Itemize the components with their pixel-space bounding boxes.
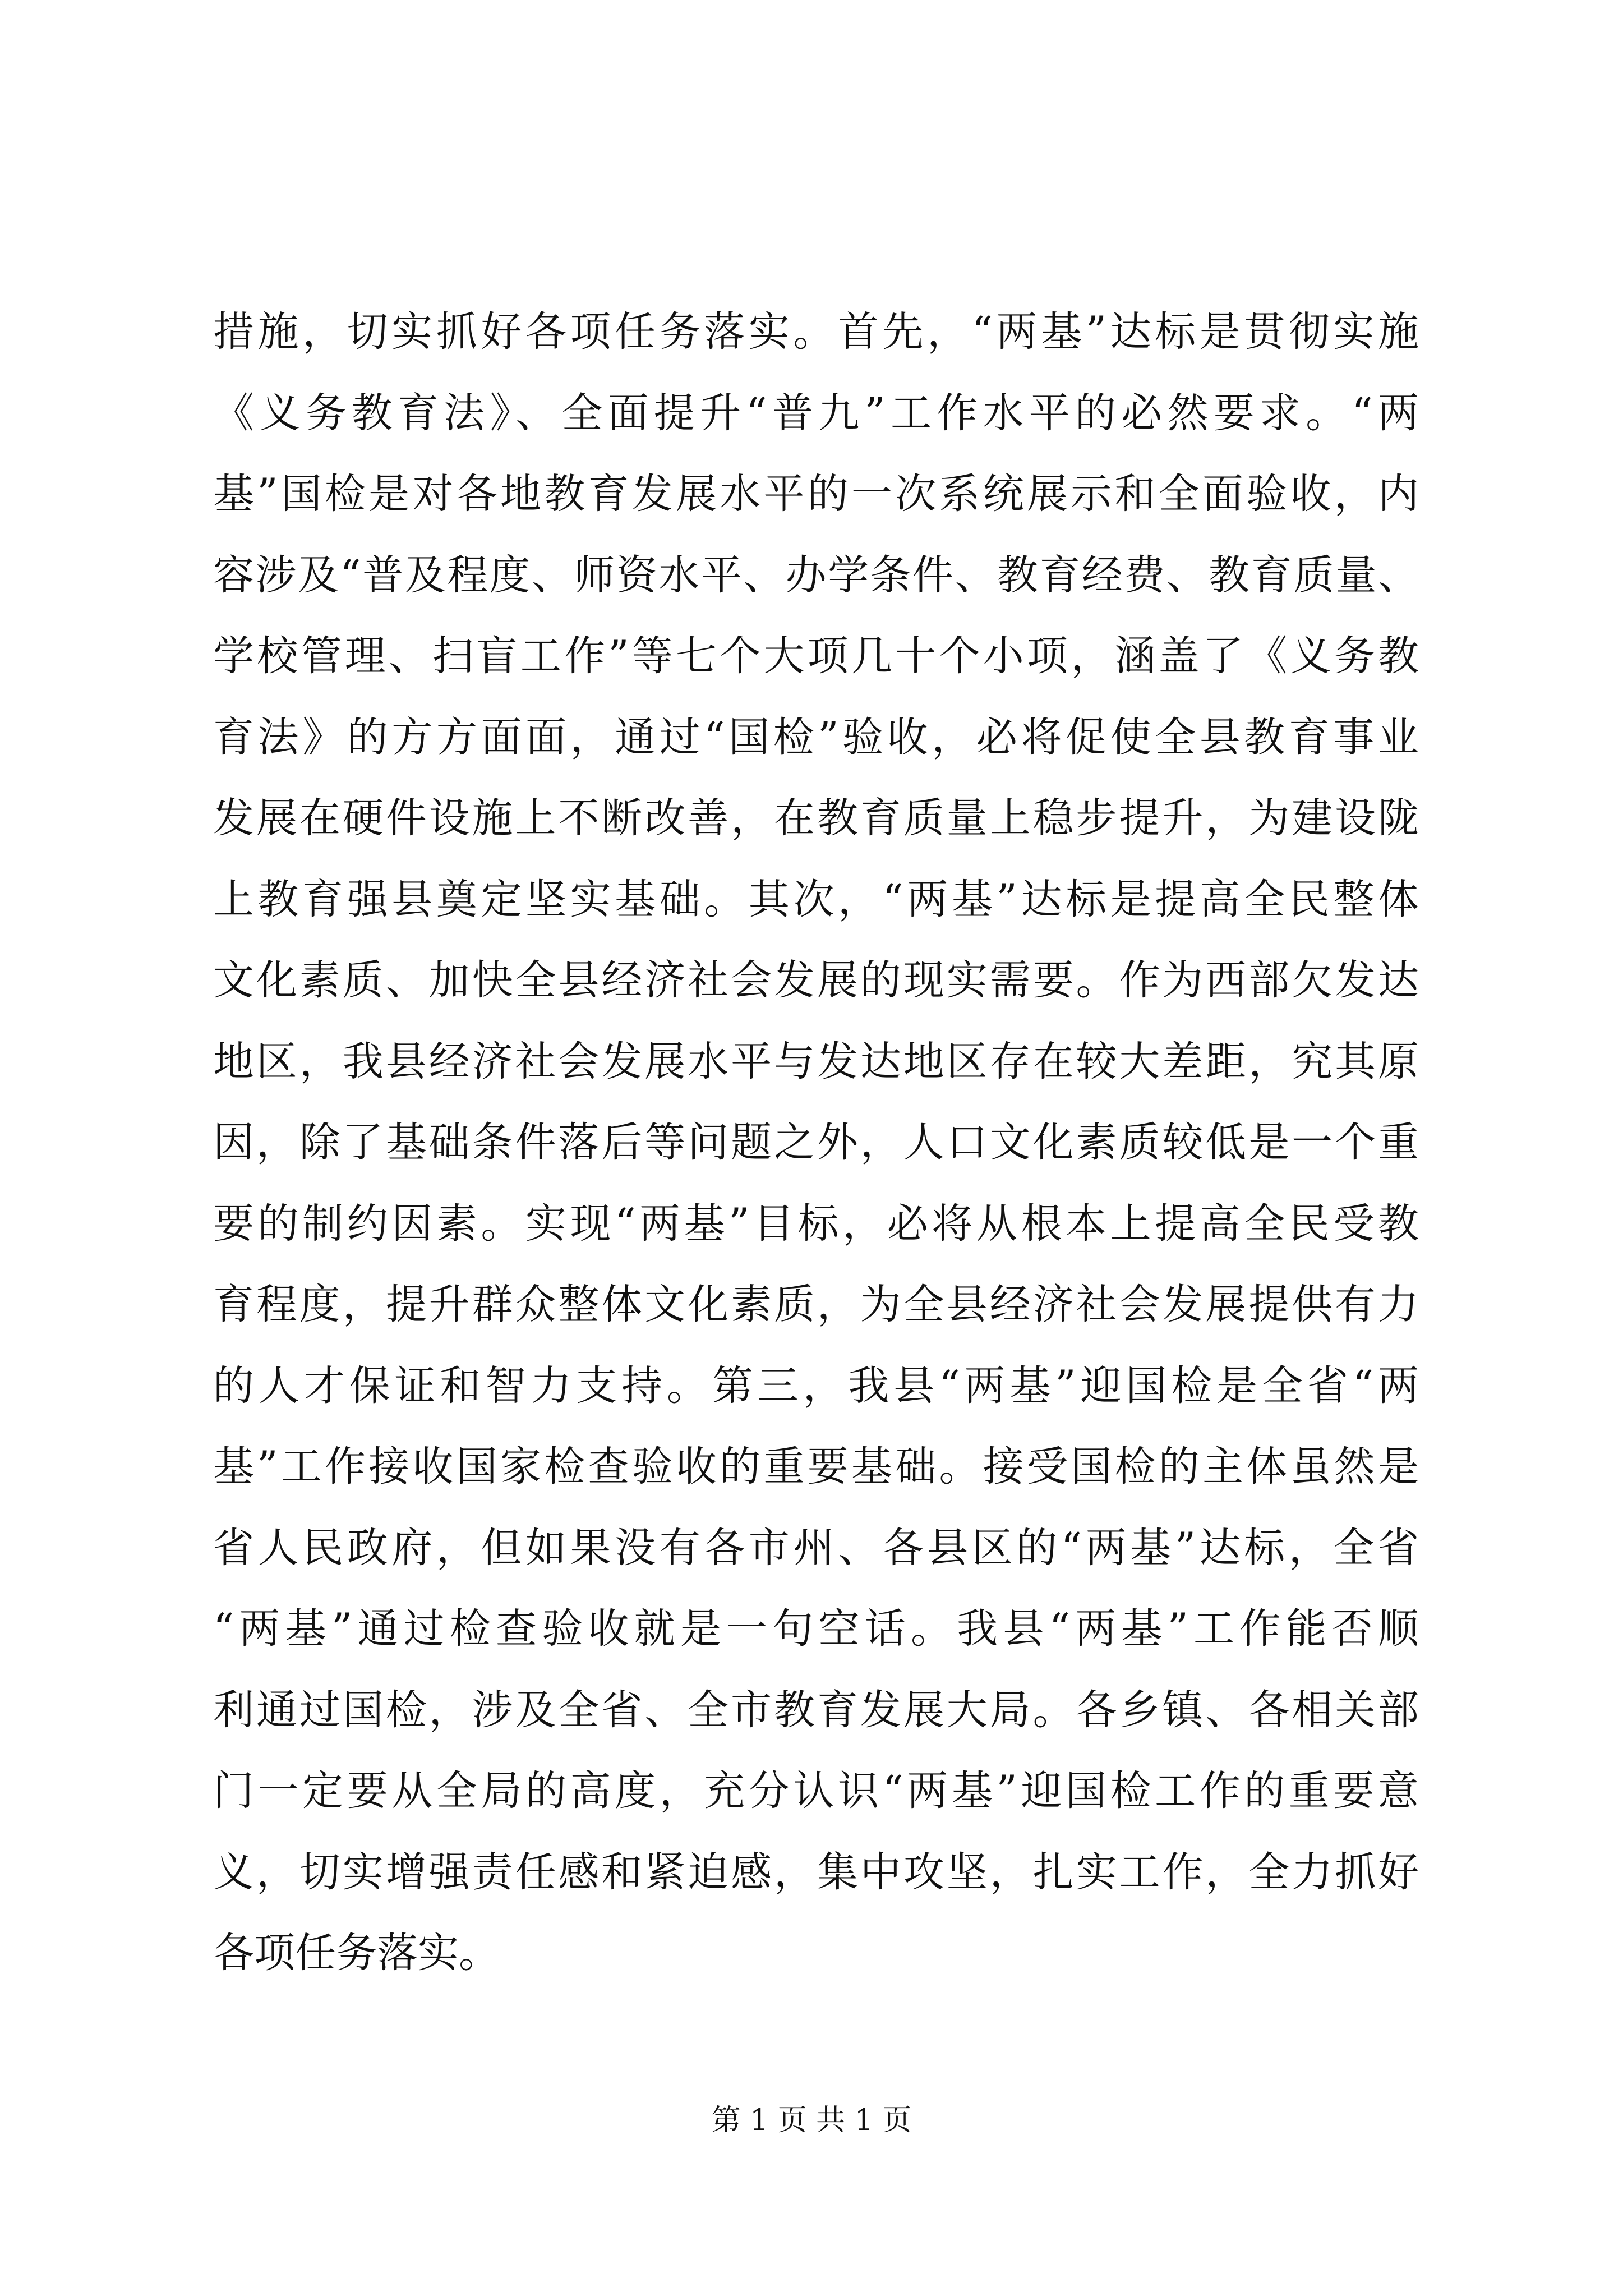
text-line: 文化素质、加快全县经济社会发展的现实需要。作为西部欠发达 <box>213 956 1419 1004</box>
text-line: 义，切实增强责任感和紧迫感，集中攻坚，扎实工作，全力抓好 <box>213 1848 1419 1896</box>
page-number-label: 第 1 页 共 1 页 <box>711 2104 912 2137</box>
text-line: 的人才保证和智力支持。第三，我县“两基”迎国检是全省“两 <box>213 1361 1419 1410</box>
text-line: 利通过国检，涉及全省、全市教育发展大局。各乡镇、各相关部 <box>213 1686 1419 1734</box>
text-line: 学校管理、扫盲工作”等七个大项几十个小项，涵盖了《义务教 <box>213 632 1419 680</box>
text-line: 地区，我县经济社会发展水平与发达地区存在较大差距，究其原 <box>213 1037 1419 1085</box>
text-line: “两基”通过检查验收就是一句空话。我县“两基”工作能否顺 <box>213 1605 1419 1653</box>
text-line: 容涉及“普及程度、师资水平、办学条件、教育经费、教育质量、 <box>213 551 1419 599</box>
text-line: 基”工作接收国家检查验收的重要基础。接受国检的主体虽然是 <box>213 1443 1419 1490</box>
text-line: 省人民政府，但如果没有各市州、各县区的“两基”达标，全省 <box>213 1524 1419 1572</box>
text-line: 各项任务落实。 <box>213 1929 500 1977</box>
text-line: 因，除了基础条件落后等问题之外，人口文化素质较低是一个重 <box>213 1119 1419 1166</box>
text-line: 措施，切实抓好各项任务落实。首先，“两基”达标是贯彻实施 <box>213 308 1419 356</box>
text-line: 门一定要从全局的高度，充分认识“两基”迎国检工作的重要意 <box>213 1767 1419 1815</box>
text-line: 《义务教育法》、全面提升“普九”工作水平的必然要求。“两 <box>213 389 1419 437</box>
text-line: 上教育强县奠定坚实基础。其次，“两基”达标是提高全民整体 <box>213 875 1419 923</box>
page-footer <box>0 2101 1623 2140</box>
text-line: 要的制约因素。实现“两基”目标，必将从根本上提高全民受教 <box>213 1199 1419 1248</box>
text-line: 基”国检是对各地教育发展水平的一次系统展示和全面验收，内 <box>213 470 1419 518</box>
text-line: 育程度，提升群众整体文化素质，为全县经济社会发展提供有力 <box>213 1281 1419 1328</box>
text-line: 育法》的方方面面，通过“国检”验收，必将促使全县教育事业 <box>213 713 1419 761</box>
text-line: 发展在硬件设施上不断改善，在教育质量上稳步提升，为建设陇 <box>213 794 1419 842</box>
body-paragraph <box>213 292 1419 1994</box>
